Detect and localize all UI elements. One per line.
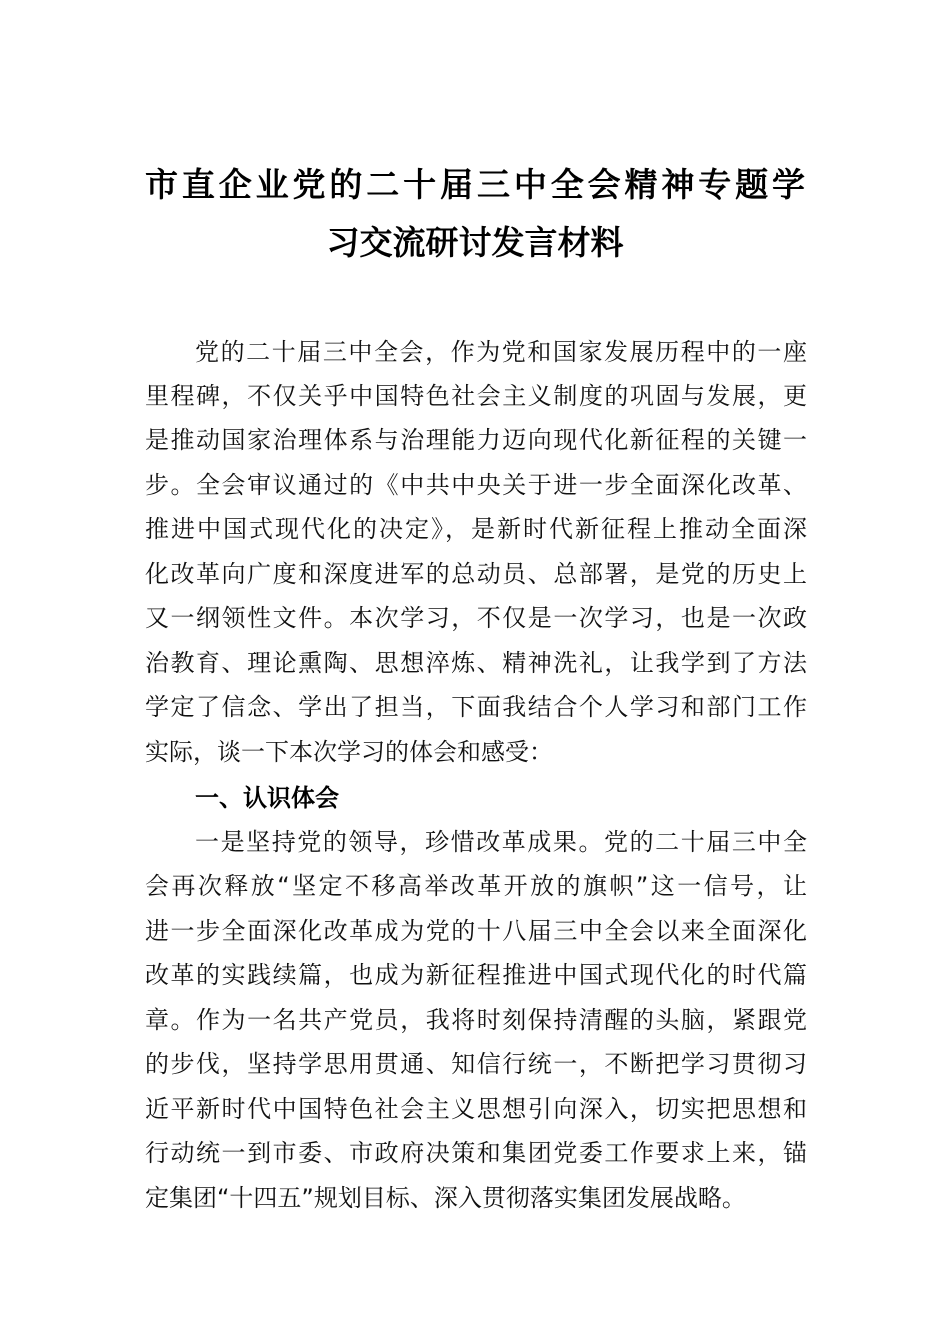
paragraph-line: 的步伐，坚持学思用贯通、知信行统一，不断把学习贯彻习 <box>145 1050 807 1078</box>
paragraph-line: 定集团“十四五”规划目标、深入贯彻落实集团发展战略。 <box>145 1184 746 1212</box>
paragraph-line: 步。全会审议通过的《中共中央关于进一步全面深化改革、 <box>145 471 807 499</box>
section-heading: 一、认识体会 <box>195 784 339 812</box>
paragraph-line: 治教育、理论熏陶、思想淬炼、精神洗礼，让我学到了方法 <box>145 649 807 677</box>
document-title-line-1: 市直企业党的二十届三中全会精神专题学 <box>145 165 805 204</box>
paragraph-line: 改革的实践续篇，也成为新征程推进中国式现代化的时代篇 <box>145 961 807 989</box>
paragraph-line: 实际，谈一下本次学习的体会和感受： <box>145 738 553 766</box>
paragraph-line: 里程碑，不仅关乎中国特色社会主义制度的巩固与发展，更 <box>145 382 807 410</box>
paragraph-line: 行动统一到市委、市政府决策和集团党委工作要求上来，锚 <box>145 1139 807 1167</box>
paragraph-line: 会再次释放“坚定不移高举改革开放的旗帜”这一信号，让 <box>145 872 807 900</box>
paragraph-line: 又一纲领性文件。本次学习，不仅是一次学习，也是一次政 <box>145 604 807 632</box>
paragraph-line: 是推动国家治理体系与治理能力迈向现代化新征程的关键一 <box>145 426 807 454</box>
paragraph-line: 章。作为一名共产党员，我将时刻保持清醒的头脑，紧跟党 <box>145 1006 807 1034</box>
paragraph-line: 党的二十届三中全会，作为党和国家发展历程中的一座 <box>195 338 807 366</box>
paragraph-line: 化改革向广度和深度进军的总动员、总部署，是党的历史上 <box>145 560 807 588</box>
paragraph-line: 进一步全面深化改革成为党的十八届三中全会以来全面深化 <box>145 917 807 945</box>
paragraph-line: 推进中国式现代化的决定》，是新时代新征程上推动全面深 <box>145 515 807 543</box>
document-title-line-2: 习交流研讨发言材料 <box>326 223 624 262</box>
paragraph-line: 学定了信念、学出了担当，下面我结合个人学习和部门工作 <box>145 693 807 721</box>
paragraph-line: 一是坚持党的领导，珍惜改革成果。党的二十届三中全 <box>195 828 807 856</box>
paragraph-line: 近平新时代中国特色社会主义思想引向深入，切实把思想和 <box>145 1095 807 1123</box>
